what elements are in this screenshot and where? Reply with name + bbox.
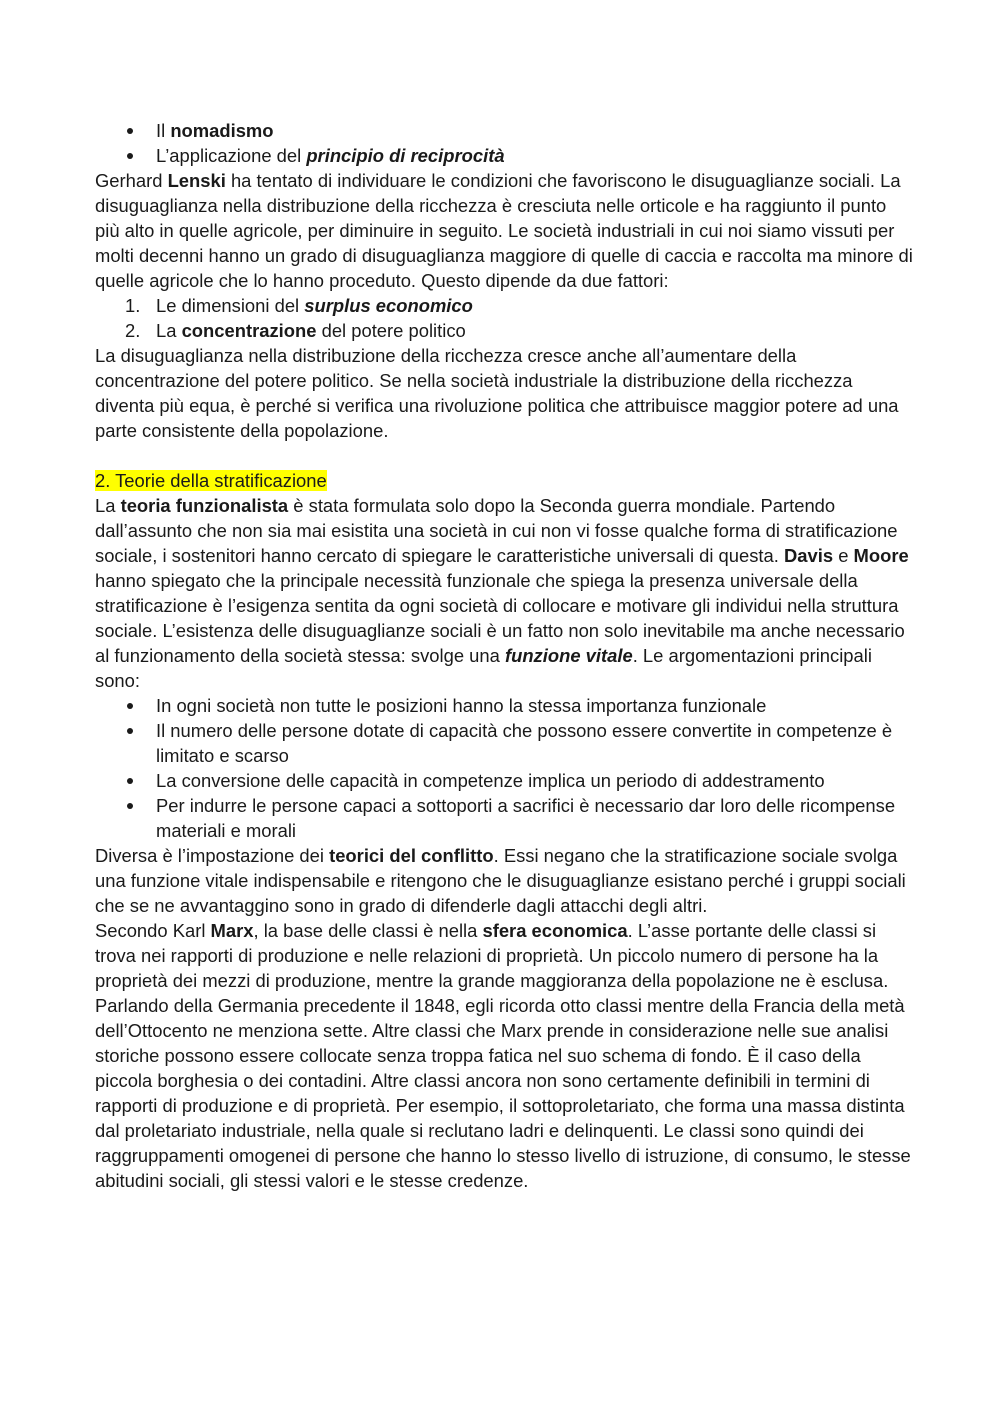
bullet-list-factors: [95, 118, 915, 168]
list-item: Il nomadismo: [95, 118, 915, 143]
bullet-icon: [127, 153, 133, 159]
list-item: Il numero delle persone dotate di capacità che possono essere convertite in competenze è limitato e scarso: [95, 718, 915, 768]
bullet-list-arguments: [95, 693, 915, 843]
list-item: 1. Le dimensioni del surplus economico: [125, 295, 473, 316]
list-item: 2. La concentrazione del potere politico: [125, 320, 466, 341]
bullet-icon: [127, 728, 133, 734]
list-number: 2.: [125, 320, 141, 341]
section-heading: [95, 468, 915, 493]
bullet-icon: [127, 778, 133, 784]
bullet-icon: [127, 128, 133, 134]
blank-line: [95, 443, 915, 468]
list-item: In ogni società non tutte le posizioni hanno la stessa importanza funzionale: [95, 693, 915, 718]
list-number: 1.: [125, 295, 141, 316]
paragraph-lenski: Gerhard Lenski ha tentato di individuare le condizioni che favoriscono le disuguaglianze sociali. La disuguaglianza nella distribuzione della ricchezza è cresciuta nelle orticole e ha raggiunto il punto più alto in quelle agricole, per diminuire in seguito. Le società industriali in cui noi siamo vissuti per molti decenni hanno un grado di disuguaglianza maggiore di quelle di caccia e raccolta ma minore di quelle agricole che lo hanno proceduto. Questo dipende da due fattori:: [95, 170, 913, 291]
list-item: L’applicazione del principio di reciprocità: [95, 143, 915, 168]
list-item: La conversione delle capacità in competenze implica un periodo di addestramento: [95, 768, 915, 793]
paragraph-functionalist: La teoria funzionalista è stata formulata solo dopo la Seconda guerra mondiale. Partendo dall’assunto che non sia mai esistita una società in cui non vi fosse qualche forma di stratificazione sociale, i sostenitori hanno cercato di spiegare le caratteristiche universali di questa. Davis e Moore hanno spiegato che la principale necessità funzionale che spiega la presenza universale della stratificazione è l’esigenza sentita da ogni società di collocare e motivare gli individui nella struttura sociale. L’esistenza delle disuguaglianze sociali è un fatto non solo inevitabile ma anche necessario al funzionamento della società stessa: svolge una funzione vitale. Le argomentazioni principali sono:: [95, 495, 909, 691]
paragraph-inequality: La disuguaglianza nella distribuzione della ricchezza cresce anche all’aumentare della concentrazione del potere politico. Se nella società industriale la distribuzione della ricchezza diventa più equa, è perché si verifica una rivoluzione politica che attribuisce maggior potere ad una parte consistente della popolazione.: [95, 345, 899, 441]
paragraph-marx: Secondo Karl Marx, la base delle classi è nella sfera economica. L’asse portante delle classi si trova nei rapporti di produzione e nelle relazioni di proprietà. Un piccolo numero di persone ha la proprietà dei mezzi di produzione, mentre la grande maggioranza della popolazione ne è esclusa. Parlando della Germania precedente il 1848, egli ricorda otto classi mentre della Francia della metà dell’Ottocento ne menziona sette. Altre classi che Marx prende in considerazione nelle sue analisi storiche possono essere collocate senza troppa fatica nel suo schema di fondo. È il caso della piccola borghesia o dei contadini. Altre classi ancora non sono certamente definibili in termini di rapporti di produzione e di proprietà. Per esempio, il sottoproletariato, che forma una massa distinta dal proletariato industriale, nella quale si reclutano ladri e delinquenti. Le classi sono quindi dei raggruppamenti omogenei di persone che hanno lo stesso livello di istruzione, di consumo, le stesse abitudini sociali, gli stessi valori e le stesse credenze.: [95, 920, 911, 1191]
numbered-list-factors: [95, 293, 915, 343]
list-item: Per indurre le persone capaci a sottoporti a sacrifici è necessario dar loro delle ricompense materiali e morali: [95, 793, 915, 843]
bullet-icon: [127, 703, 133, 709]
paragraph-conflict: Diversa è l’impostazione dei teorici del conflitto. Essi negano che la stratificazione sociale svolga una funzione vitale indispensabile e ritengono che le disuguaglianze esistano perché i gruppi sociali che se ne avvantaggino sono in grado di difenderle dagli attacchi degli altri.: [95, 845, 906, 916]
document-page: [95, 118, 915, 1193]
bullet-icon: [127, 803, 133, 809]
highlighted-heading: 2. Teorie della stratificazione: [95, 470, 327, 491]
